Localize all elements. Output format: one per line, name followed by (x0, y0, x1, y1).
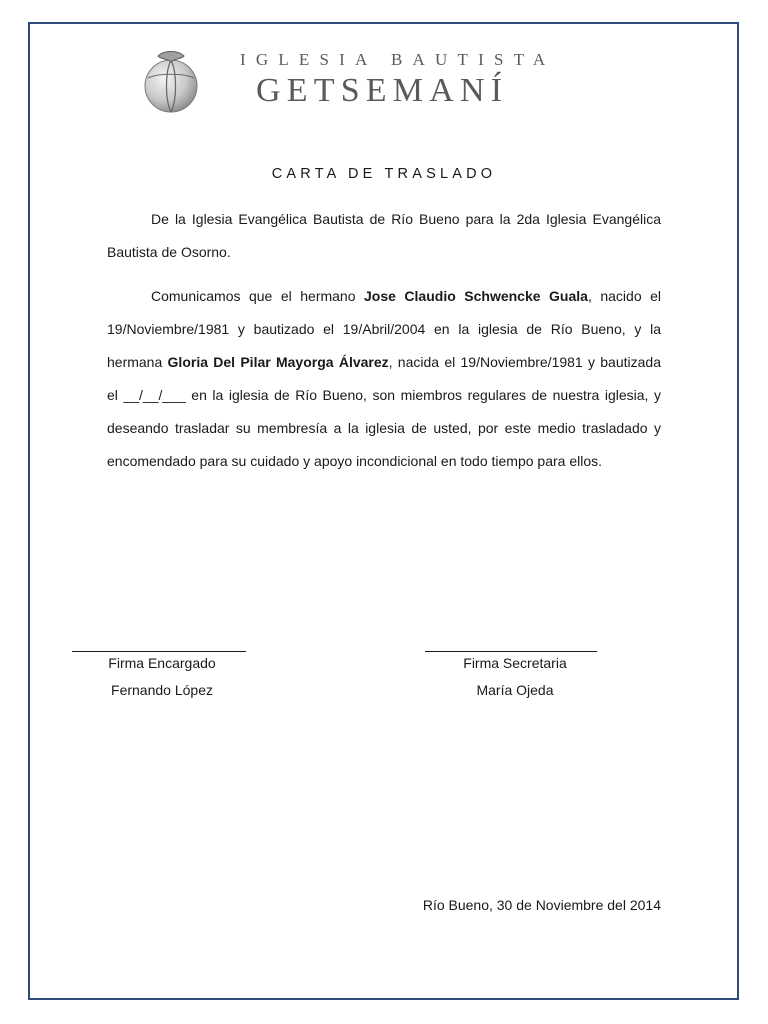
signature-line-left (72, 651, 246, 652)
signature-left-role: Firma Encargado (108, 655, 216, 671)
church-globe-logo-icon (138, 48, 204, 114)
paragraph-2-text-1: Comunicamos que el hermano (151, 288, 365, 304)
logo-line-1: IGLESIA BAUTISTA (240, 50, 556, 69)
logo-line-2: GETSEMANÍ (256, 72, 509, 109)
signature-line-right (425, 651, 597, 652)
brother-name: Jose Claudio Schwencke Guala (364, 288, 588, 304)
paragraph-2-text-3: , nacida el 19/Noviembre/1981 y bautizada el __/__/___ en la iglesia de Río Bueno, son miembros regulares de nuestra iglesia, y deseando trasladar su membresía a la iglesia de usted, por este medio trasladado y encomendado para su cuidado y apoyo incondicional en todo tiempo para ellos. (107, 354, 661, 469)
sister-name: Gloria Del Pilar Mayorga Álvarez (167, 354, 389, 370)
paragraph-2 (107, 280, 661, 478)
date-line: Río Bueno, 30 de Noviembre del 2014 (422, 897, 661, 913)
signature-right-role: Firma Secretaria (463, 655, 567, 671)
paragraph-2-text-2: , nacido el 19/Noviembre/1981 y bautizado el 19/Abril/2004 en la iglesia de Río Bueno, y la hermana (107, 288, 662, 370)
signature-left-name: Fernando López (111, 682, 213, 698)
signature-right-name: María Ojeda (476, 682, 554, 698)
document-title: CARTA DE TRASLADO (271, 166, 497, 182)
paragraph-1: De la Iglesia Evangélica Bautista de Río Bueno para la 2da Iglesia Evangélica Bautista de Osorno. (107, 211, 661, 260)
